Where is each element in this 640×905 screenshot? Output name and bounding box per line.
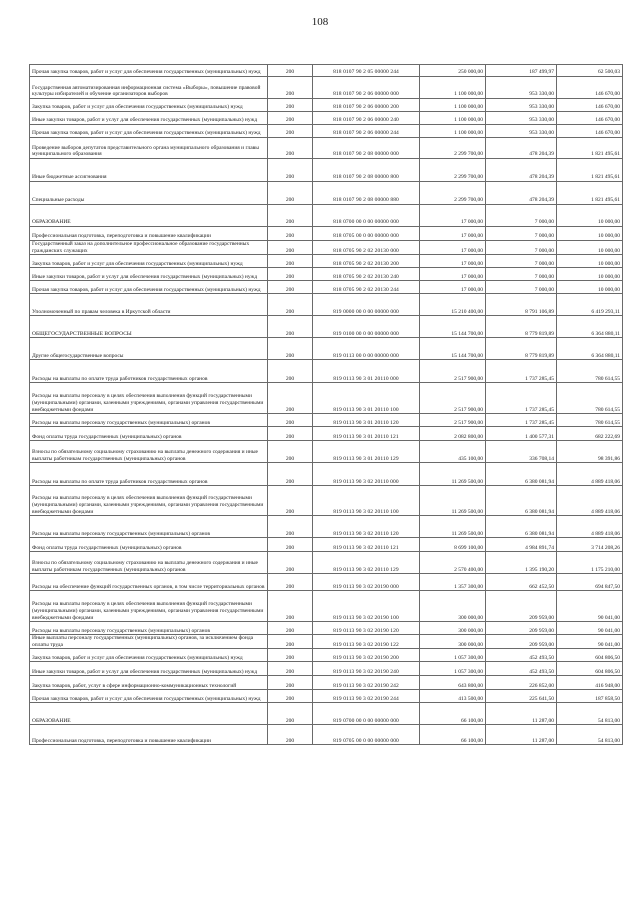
row-kbk: 819 0113 90 3 01 20110 129 — [313, 441, 420, 463]
table-row — [30, 159, 623, 182]
row-remaining-amount: 3 714 208,26 — [557, 538, 623, 552]
row-code: 200 — [268, 268, 313, 281]
table-row — [30, 65, 623, 77]
row-code: 200 — [268, 649, 313, 662]
row-name: Взносы по обязательному социальному страхованию на выплаты денежного содержания и иные выплаты работникам государственных (муниципальных) органов — [30, 552, 268, 574]
table-row — [30, 205, 623, 227]
row-remaining-amount: 146 670,00 — [557, 99, 623, 112]
row-kbk: 818 0107 90 2 06 00000 240 — [313, 112, 420, 125]
row-kbk: 819 0113 90 3 02 20190 120 — [313, 622, 420, 635]
row-remaining-amount: 604 806,50 — [557, 662, 623, 676]
row-executed-amount: 953 330,00 — [486, 125, 557, 138]
table-row — [30, 182, 623, 205]
row-kbk: 818 0107 90 2 08 00000 000 — [313, 138, 420, 159]
row-executed-amount: 953 330,00 — [486, 77, 557, 99]
row-name: Прочая закупка товаров, работ и услуг для обеспечения государственных (муниципальных) нужд — [30, 690, 268, 703]
row-remaining-amount: 146 670,00 — [557, 112, 623, 125]
row-name: Специальные расходы — [30, 182, 268, 205]
row-name: Расходы на выплаты по оплате труда работников государственных органов — [30, 463, 268, 486]
row-executed-amount: 6 380 081,94 — [486, 486, 557, 516]
table-row — [30, 662, 623, 676]
table-row — [30, 125, 623, 138]
row-name: Другие общегосударственные вопросы — [30, 338, 268, 360]
row-kbk: 818 0705 90 2 02 20130 244 — [313, 281, 420, 294]
row-name: Расходы на выплаты персоналу государственных (муниципальных) органов — [30, 414, 268, 427]
row-kbk: 819 0700 00 0 00 00000 000 — [313, 703, 420, 725]
row-plan-amount: 413 500,00 — [420, 690, 486, 703]
row-plan-amount: 300 000,00 — [420, 591, 486, 622]
row-kbk: 818 0107 90 2 08 00000 800 — [313, 159, 420, 182]
row-kbk: 818 0107 90 2 06 00000 000 — [313, 77, 420, 99]
table-row — [30, 690, 623, 703]
row-remaining-amount: 6 364 880,11 — [557, 338, 623, 360]
row-code: 200 — [268, 360, 313, 383]
row-remaining-amount: 6 419 293,11 — [557, 294, 623, 316]
row-name: Фонд оплаты труда государственных (муниципальных) органов — [30, 427, 268, 441]
row-executed-amount: 452 493,50 — [486, 649, 557, 662]
row-remaining-amount: 416 948,00 — [557, 676, 623, 690]
row-plan-amount: 2 517 900,00 — [420, 414, 486, 427]
row-code: 200 — [268, 281, 313, 294]
row-kbk: 819 0113 00 0 00 00000 000 — [313, 338, 420, 360]
row-plan-amount: 17 000,00 — [420, 241, 486, 255]
row-remaining-amount: 90 041,00 — [557, 591, 623, 622]
row-kbk: 819 0113 90 3 02 20190 240 — [313, 662, 420, 676]
table-row — [30, 676, 623, 690]
row-remaining-amount: 10 000,00 — [557, 268, 623, 281]
table-row — [30, 703, 623, 725]
row-executed-amount: 1 737 285,45 — [486, 414, 557, 427]
row-plan-amount: 2 570 400,00 — [420, 552, 486, 574]
table-row — [30, 255, 623, 268]
table-row — [30, 516, 623, 538]
row-remaining-amount: 604 806,50 — [557, 649, 623, 662]
row-executed-amount: 209 959,00 — [486, 591, 557, 622]
table-row — [30, 441, 623, 463]
row-plan-amount: 8 699 100,00 — [420, 538, 486, 552]
row-kbk: 818 0700 00 0 00 00000 000 — [313, 205, 420, 227]
row-executed-amount: 209 959,00 — [486, 622, 557, 635]
table-row — [30, 138, 623, 159]
row-plan-amount: 1 100 000,00 — [420, 77, 486, 99]
row-remaining-amount: 780 614,55 — [557, 383, 623, 414]
row-executed-amount: 226 852,00 — [486, 676, 557, 690]
row-executed-amount: 4 984 891,74 — [486, 538, 557, 552]
table-row — [30, 227, 623, 241]
row-remaining-amount: 98 391,86 — [557, 441, 623, 463]
table-row — [30, 383, 623, 414]
row-plan-amount: 1 100 000,00 — [420, 99, 486, 112]
row-plan-amount: 2 517 900,00 — [420, 360, 486, 383]
table-row — [30, 574, 623, 591]
row-name: Взносы по обязательному социальному страхованию на выплаты денежного содержания и иные выплаты работникам государственных (муниципальных) органов — [30, 441, 268, 463]
row-name: Иные бюджетные ассигнования — [30, 159, 268, 182]
row-code: 200 — [268, 591, 313, 622]
row-code: 200 — [268, 182, 313, 205]
row-executed-amount: 225 641,50 — [486, 690, 557, 703]
row-plan-amount: 15 144 700,00 — [420, 316, 486, 338]
row-code: 200 — [268, 414, 313, 427]
table-row — [30, 316, 623, 338]
row-executed-amount: 6 380 081,94 — [486, 516, 557, 538]
row-kbk: 819 0113 90 3 02 20190 244 — [313, 690, 420, 703]
row-kbk: 818 0705 90 2 02 20130 200 — [313, 255, 420, 268]
row-plan-amount: 300 000,00 — [420, 622, 486, 635]
page-number: 108 — [311, 16, 329, 28]
table-row — [30, 338, 623, 360]
row-executed-amount: 7 000,00 — [486, 241, 557, 255]
row-kbk: 818 0107 90 2 06 00000 200 — [313, 99, 420, 112]
row-plan-amount: 1 357 300,00 — [420, 574, 486, 591]
row-kbk: 819 0705 00 0 00 00000 000 — [313, 725, 420, 745]
row-name: Расходы на выплаты персоналу в целях обеспечения выполнения функций государственными (муниципальными) органами, казенными учреждениями, органами управления государственными внебюджетными фондами — [30, 486, 268, 516]
row-remaining-amount: 10 000,00 — [557, 227, 623, 241]
row-code: 200 — [268, 690, 313, 703]
row-kbk: 819 0113 90 3 02 20190 242 — [313, 676, 420, 690]
row-executed-amount: 953 330,00 — [486, 112, 557, 125]
row-kbk: 819 0113 90 3 01 20110 121 — [313, 427, 420, 441]
row-plan-amount: 2 082 800,00 — [420, 427, 486, 441]
row-kbk: 819 0113 90 3 02 20110 100 — [313, 486, 420, 516]
row-name: ОБЩЕГОСУДАРСТВЕННЫЕ ВОПРОСЫ — [30, 316, 268, 338]
row-code: 200 — [268, 662, 313, 676]
table-row — [30, 360, 623, 383]
row-kbk: 818 0107 90 2 05 00000 244 — [313, 65, 420, 77]
table-row — [30, 463, 623, 486]
row-plan-amount: 17 000,00 — [420, 255, 486, 268]
table-row — [30, 414, 623, 427]
row-code: 200 — [268, 241, 313, 255]
table-row — [30, 294, 623, 316]
row-kbk: 819 0113 90 3 02 20190 122 — [313, 635, 420, 649]
row-executed-amount: 7 000,00 — [486, 255, 557, 268]
row-remaining-amount: 4 889 418,06 — [557, 486, 623, 516]
row-kbk: 818 0705 00 0 00 00000 000 — [313, 227, 420, 241]
row-plan-amount: 66 100,00 — [420, 725, 486, 745]
table-row — [30, 635, 623, 649]
row-executed-amount: 1 737 285,45 — [486, 360, 557, 383]
row-name: Проведение выборов депутатов представительного органа муниципального образования и главы муниципального образования — [30, 138, 268, 159]
row-plan-amount: 2 299 700,00 — [420, 159, 486, 182]
row-plan-amount: 2 299 700,00 — [420, 138, 486, 159]
row-plan-amount: 643 800,00 — [420, 676, 486, 690]
row-remaining-amount: 1 175 210,00 — [557, 552, 623, 574]
row-executed-amount: 11 287,00 — [486, 703, 557, 725]
row-remaining-amount: 90 041,00 — [557, 635, 623, 649]
row-plan-amount: 17 000,00 — [420, 205, 486, 227]
row-code: 200 — [268, 463, 313, 486]
row-remaining-amount: 10 000,00 — [557, 281, 623, 294]
row-remaining-amount: 10 000,00 — [557, 255, 623, 268]
row-plan-amount: 250 000,00 — [420, 65, 486, 77]
row-kbk: 819 0113 90 3 02 20190 100 — [313, 591, 420, 622]
row-plan-amount: 15 210 400,00 — [420, 294, 486, 316]
table-row — [30, 649, 623, 662]
row-executed-amount: 11 287,00 — [486, 725, 557, 745]
row-name: Прочая закупка товаров, работ и услуг для обеспечения государственных (муниципальных) нужд — [30, 125, 268, 138]
row-code: 200 — [268, 159, 313, 182]
row-executed-amount: 662 452,50 — [486, 574, 557, 591]
row-code: 200 — [268, 622, 313, 635]
row-name: Закупка товаров, работ и услуг для обеспечения государственных (муниципальных) нужд — [30, 649, 268, 662]
row-plan-amount: 11 269 500,00 — [420, 516, 486, 538]
row-code: 200 — [268, 65, 313, 77]
row-remaining-amount: 90 041,00 — [557, 622, 623, 635]
row-executed-amount: 478 204,39 — [486, 138, 557, 159]
row-code: 200 — [268, 552, 313, 574]
row-executed-amount: 953 330,00 — [486, 99, 557, 112]
row-code: 200 — [268, 77, 313, 99]
row-kbk: 819 0000 00 0 00 00000 000 — [313, 294, 420, 316]
row-name: Закупка товаров, работ и услуг для обеспечения государственных (муниципальных) нужд — [30, 255, 268, 268]
row-plan-amount: 17 000,00 — [420, 227, 486, 241]
table-row — [30, 268, 623, 281]
row-name: ОБРАЗОВАНИЕ — [30, 205, 268, 227]
row-kbk: 819 0113 90 3 02 20190 000 — [313, 574, 420, 591]
row-executed-amount: 6 380 081,94 — [486, 463, 557, 486]
row-name: Профессиональная подготовка, переподготовка и повышение квалификации — [30, 227, 268, 241]
row-remaining-amount: 694 847,50 — [557, 574, 623, 591]
row-plan-amount: 1 057 300,00 — [420, 649, 486, 662]
row-code: 200 — [268, 205, 313, 227]
table-row — [30, 538, 623, 552]
row-plan-amount: 2 517 900,00 — [420, 383, 486, 414]
table-row — [30, 591, 623, 622]
row-code: 200 — [268, 99, 313, 112]
row-plan-amount: 1 057 300,00 — [420, 662, 486, 676]
row-executed-amount: 336 708,14 — [486, 441, 557, 463]
row-code: 200 — [268, 138, 313, 159]
row-name: Расходы на выплаты персоналу государственных (муниципальных) органов — [30, 622, 268, 635]
row-remaining-amount: 187 858,50 — [557, 690, 623, 703]
row-name: Государственный заказ на дополнительное профессиональное образование государственных гражданских служащих — [30, 241, 268, 255]
row-name: Закупка товаров, работ и услуг для обеспечения государственных (муниципальных) нужд — [30, 99, 268, 112]
row-executed-amount: 1 395 190,20 — [486, 552, 557, 574]
row-executed-amount: 209 959,00 — [486, 635, 557, 649]
table-row — [30, 725, 623, 745]
table-row — [30, 486, 623, 516]
row-code: 200 — [268, 676, 313, 690]
row-code: 200 — [268, 338, 313, 360]
row-name: Расходы на выплаты персоналу государственных (муниципальных) органов — [30, 516, 268, 538]
row-kbk: 819 0113 90 3 01 20110 000 — [313, 360, 420, 383]
table-row — [30, 427, 623, 441]
row-name: Уполномоченный по правам человека в Иркутской области — [30, 294, 268, 316]
row-remaining-amount: 10 000,00 — [557, 205, 623, 227]
table-row — [30, 112, 623, 125]
row-kbk: 818 0107 90 2 06 00000 244 — [313, 125, 420, 138]
row-remaining-amount: 780 614,55 — [557, 360, 623, 383]
row-kbk: 818 0107 90 2 08 00000 880 — [313, 182, 420, 205]
row-code: 200 — [268, 112, 313, 125]
row-name: Иные закупки товаров, работ и услуг для обеспечения государственных (муниципальных) нужд — [30, 268, 268, 281]
row-executed-amount: 478 204,39 — [486, 159, 557, 182]
row-executed-amount: 1 400 577,31 — [486, 427, 557, 441]
row-name: Прочая закупка товаров, работ и услуг для обеспечения государственных (муниципальных) нужд — [30, 281, 268, 294]
row-name: Расходы на выплаты персоналу в целях обеспечения выполнения функций государственными (муниципальными) органами, казенными учреждениями, органами управления государственными внебюджетными фондами — [30, 591, 268, 622]
row-executed-amount: 7 000,00 — [486, 281, 557, 294]
row-plan-amount: 11 269 500,00 — [420, 463, 486, 486]
row-remaining-amount: 682 222,69 — [557, 427, 623, 441]
row-kbk: 818 0705 90 2 02 20130 000 — [313, 241, 420, 255]
row-name: Профессиональная подготовка, переподготовка и повышение квалификации — [30, 725, 268, 745]
row-name: Расходы на выплаты персоналу в целях обеспечения выполнения функций государственными (муниципальными) органами, казенными учреждениями, органами управления государственными внебюджетными фондами — [30, 383, 268, 414]
row-executed-amount: 7 000,00 — [486, 227, 557, 241]
row-plan-amount: 435 100,00 — [420, 441, 486, 463]
table-row — [30, 622, 623, 635]
row-code: 200 — [268, 294, 313, 316]
row-executed-amount: 7 000,00 — [486, 205, 557, 227]
row-executed-amount: 8 791 106,89 — [486, 294, 557, 316]
row-kbk: 819 0113 90 3 02 20110 129 — [313, 552, 420, 574]
row-kbk: 819 0113 90 3 02 20190 200 — [313, 649, 420, 662]
row-kbk: 818 0705 90 2 02 20130 240 — [313, 268, 420, 281]
row-plan-amount: 15 144 700,00 — [420, 338, 486, 360]
row-plan-amount: 17 000,00 — [420, 281, 486, 294]
row-remaining-amount: 1 821 495,61 — [557, 159, 623, 182]
row-executed-amount: 452 493,50 — [486, 662, 557, 676]
row-kbk: 819 0113 90 3 02 20110 120 — [313, 516, 420, 538]
row-name: Расходы на выплаты по оплате труда работников государственных органов — [30, 360, 268, 383]
row-executed-amount: 478 204,39 — [486, 182, 557, 205]
table-row — [30, 77, 623, 99]
row-code: 200 — [268, 486, 313, 516]
row-code: 200 — [268, 427, 313, 441]
row-remaining-amount: 780 614,55 — [557, 414, 623, 427]
row-name: Государственная автоматизированная информационная система «Выборы», повышение правовой культуры избирателей и обучение организаторов выборов — [30, 77, 268, 99]
row-kbk: 819 0113 90 3 01 20110 120 — [313, 414, 420, 427]
table-row — [30, 99, 623, 112]
row-code: 200 — [268, 383, 313, 414]
row-remaining-amount: 54 813,00 — [557, 703, 623, 725]
budget-table — [29, 64, 623, 745]
row-remaining-amount: 6 364 880,11 — [557, 316, 623, 338]
row-executed-amount: 7 000,00 — [486, 268, 557, 281]
row-remaining-amount: 146 670,00 — [557, 77, 623, 99]
table-row — [30, 241, 623, 255]
row-plan-amount: 1 100 000,00 — [420, 125, 486, 138]
row-remaining-amount: 54 813,00 — [557, 725, 623, 745]
row-plan-amount: 17 000,00 — [420, 268, 486, 281]
row-remaining-amount: 62 500,03 — [557, 65, 623, 77]
table-row — [30, 281, 623, 294]
row-name: Фонд оплаты труда государственных (муниципальных) органов — [30, 538, 268, 552]
row-plan-amount: 300 000,00 — [420, 635, 486, 649]
row-code: 200 — [268, 538, 313, 552]
row-executed-amount: 187 499,97 — [486, 65, 557, 77]
row-code: 200 — [268, 635, 313, 649]
row-remaining-amount: 1 821 495,61 — [557, 182, 623, 205]
row-code: 200 — [268, 125, 313, 138]
row-kbk: 819 0100 00 0 00 00000 000 — [313, 316, 420, 338]
row-plan-amount: 11 269 500,00 — [420, 486, 486, 516]
row-code: 200 — [268, 725, 313, 745]
row-executed-amount: 1 737 285,45 — [486, 383, 557, 414]
row-code: 200 — [268, 227, 313, 241]
row-executed-amount: 8 779 819,89 — [486, 316, 557, 338]
row-code: 200 — [268, 516, 313, 538]
row-remaining-amount: 1 821 495,61 — [557, 138, 623, 159]
row-remaining-amount: 10 000,00 — [557, 241, 623, 255]
row-executed-amount: 8 779 819,89 — [486, 338, 557, 360]
row-name: Закупка товаров, работ, услуг в сфере информационно-коммуникационных технологий — [30, 676, 268, 690]
row-name: Иные закупки товаров, работ и услуг для обеспечения государственных (муниципальных) нужд — [30, 112, 268, 125]
row-plan-amount: 2 299 700,00 — [420, 182, 486, 205]
row-remaining-amount: 4 889 418,06 — [557, 516, 623, 538]
row-name: Расходы на обеспечение функций государственных органов, в том числе территориальных органов — [30, 574, 268, 591]
row-plan-amount: 66 100,00 — [420, 703, 486, 725]
row-name: Иные выплаты персоналу государственных (муниципальных) органов, за исключением фонда оплаты труда — [30, 635, 268, 649]
row-kbk: 819 0113 90 3 02 20110 000 — [313, 463, 420, 486]
row-name: Прочая закупка товаров, работ и услуг для обеспечения государственных (муниципальных) нужд — [30, 65, 268, 77]
row-code: 200 — [268, 703, 313, 725]
row-code: 200 — [268, 255, 313, 268]
row-remaining-amount: 146 670,00 — [557, 125, 623, 138]
row-code: 200 — [268, 316, 313, 338]
table-row — [30, 552, 623, 574]
row-code: 200 — [268, 441, 313, 463]
row-code: 200 — [268, 574, 313, 591]
row-plan-amount: 1 100 000,00 — [420, 112, 486, 125]
row-kbk: 819 0113 90 3 02 20110 121 — [313, 538, 420, 552]
row-name: Иные закупки товаров, работ и услуг для обеспечения государственных (муниципальных) нужд — [30, 662, 268, 676]
row-kbk: 819 0113 90 3 01 20110 100 — [313, 383, 420, 414]
row-name: ОБРАЗОВАНИЕ — [30, 703, 268, 725]
row-remaining-amount: 4 889 418,06 — [557, 463, 623, 486]
